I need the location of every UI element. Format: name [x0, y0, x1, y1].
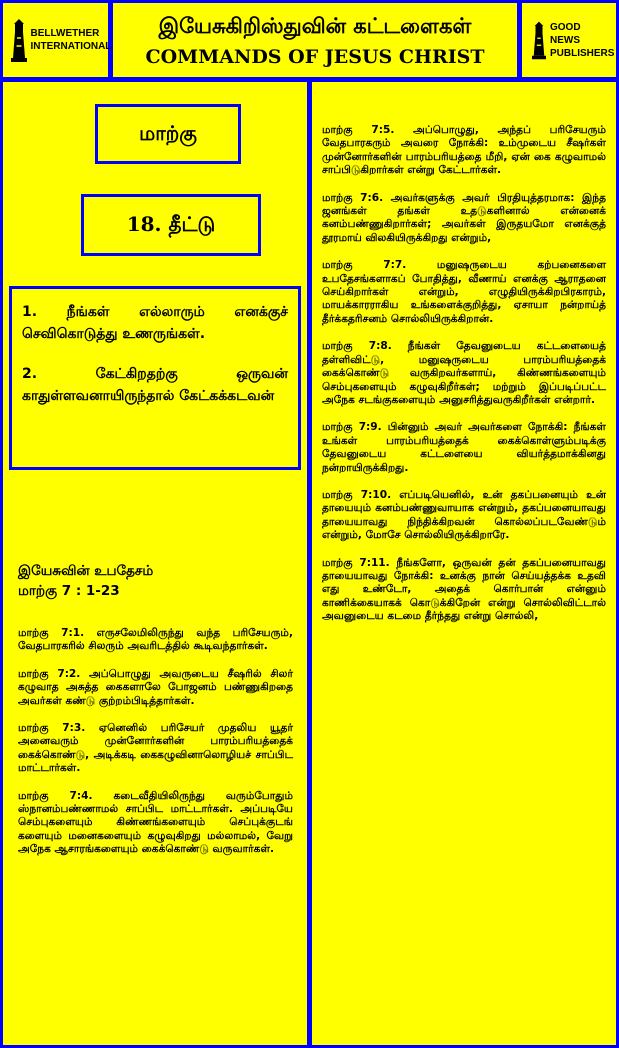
- teaching-ref: மாற்கு 7 : 1-23: [18, 583, 120, 599]
- left-column: [3, 82, 307, 1045]
- passage-7-2: மாற்கு 7:2. அப்பொழுது அவருடைய சீஷரில் சிலர் கழுவாத அசுத்த கைகளாலே போஜனம் பண்ணுகிறதை அவர்கள் கண்டு குற்றம்பிடித்தார்கள்.: [18, 667, 293, 707]
- header-title: [113, 3, 517, 77]
- lighthouse-icon: [532, 19, 546, 61]
- passage-7-8: மாற்கு 7:8. நீங்கள் தேவனுடைய கட்டளையைத் தள்ளிவிட்டு, மனுஷருடைய பாரம்பரியத்தைக் கைக்கொண்டு வருகிறவர்களாய், கிண்ணங்களையும் செம்புகளையும் கழுவுகிறீர்கள்; மற்றும் இப்படிப்பட்ட அநேக சடங்குகளையும் அனுசரித்துவருகிறீர்கள் என்றார்.: [322, 340, 606, 406]
- right-logo: [522, 3, 616, 77]
- passage-7-1: மாற்கு 7:1. எருசலேமிலிருந்து வந்த பரிசேயரும், வேதபாரகரில் சிலரும் அவரிடத்தில் கூடிவந்தார்கள்.: [18, 627, 293, 653]
- passage-7-5: மாற்கு 7:5. அப்பொழுது, அந்தப் பரிசேயரும் வேதபாரகரும் அவரை நோக்கி: உம்முடைய சீஷர்கள் முன்னோர்களின் பாரம்பரியத்தை மீறி, ஏன் கை கழுவாமல் சாப்பிடுகிறார்கள் என்று கேட்டார்கள்.: [322, 124, 606, 177]
- command-2: 2. கேட்கிறதற்கு ஒருவன் காதுள்ளவனாயிருந்தால் கேட்கக்கடவன்: [22, 366, 288, 404]
- passage-7-7: மாற்கு 7:7. மனுஷருடைய கற்பனைகளை உபதேசங்களாகப் போதித்து, வீணாய் எனக்கு ஆராதனை செய்கிறார்கள் என்றும், எழுதியிருக்கிறபிரகாரம், மாயக்காரராகிய உங்களைக்குறித்து, ஏசாயா நன்றாய்த் தீர்க்கதரிசனம் சொல்லியிருக்கிறான்.: [322, 259, 606, 325]
- title-english: COMMANDS OF JESUS CHRIST: [145, 46, 485, 68]
- left-logo-text: BELLWETHER INTERNATIONAL: [30, 28, 112, 52]
- passage-7-3: மாற்கு 7:3. ஏனெனில் பரிசேயர் முதலிய யூதர் அனைவரும் முன்னோர்களின் பாரம்பரியத்தைக் கைக்கொண்டு, அடிக்கடி கைகழுவினாலொழியச் சாப்பிட மாட்டார்கள்.: [18, 722, 293, 775]
- teaching-title: இயேசுவின் உபதேசம்: [18, 563, 154, 579]
- right-column: [312, 82, 616, 1045]
- passage-7-10: மாற்கு 7:10. எப்படியெனில், உன் தகப்பனையும் உன் தாயையும் கனம்பண்ணுவாயாக என்றும், தகப்பனையாவது தாயையாவது நிந்திக்கிறவன் கொல்லப்படவேண்டும் என்றும், மோசே சொல்லியிருக்கிறாரே.: [322, 488, 606, 542]
- lighthouse-icon: [11, 18, 27, 62]
- right-logo-text: GOOD NEWS PUBLISHERS: [550, 21, 615, 59]
- commands-box: [9, 286, 301, 470]
- left-passages: [18, 627, 293, 871]
- title-tamil: இயேசுகிறிஸ்துவின் கட்டளைகள்: [158, 13, 472, 38]
- left-logo: [3, 3, 112, 77]
- passage-7-9: மாற்கு 7:9. பின்னும் அவர் அவர்களை நோக்கி: நீங்கள் உங்கள் பாரம்பரியத்தைக் கைக்கொள்ளும்படிக்கு தேவனுடைய கட்டளையை வியர்த்தமாக்கினது நன்றாயிருக்கிறது.: [322, 421, 606, 474]
- passage-7-4: மாற்கு 7:4. கடைவீதியிலிருந்து வரும்போதும் ஸ்நானம்பண்ணாமல் சாப்பிட மாட்டார்கள். அப்படியே செம்புகளையும் கிண்ணங்களையும் செப்புக்குடங் களையும் மனைகளையும் கழுவுகிறது மல்லாமல், வேறு அநேக ஆசாரங்களையும் கைக்கொண்டு வருவார்கள்.: [18, 789, 293, 856]
- book-box: மாற்கு: [95, 104, 241, 164]
- passage-7-11: மாற்கு 7:11. நீங்களோ, ஒருவன் தன் தகப்பனையாவது தாயையாவது நோக்கி: உனக்கு நான் செய்யத்தக்க உதவி எது உண்டோ, அதைக் கொர்பான் என்னும் காணிக்கையாகக் கொடுக்கிறேன் என்று சொல்லிவிட்டால் அவனுடைய கடமை தீர்ந்தது என்று சொல்லி,: [322, 556, 606, 623]
- passage-7-6: மாற்கு 7:6. அவர்களுக்கு அவர் பிரதியுத்தரமாக: இந்த ஜனங்கள் தங்கள் உதடுகளினால் என்னைக் கனம்பண்ணுகிறார்கள்; அவர்கள் இருதயமோ எனக்குத் தூரமாய் விலகியிருக்கிறது என்றும்,: [322, 191, 606, 244]
- right-passages: [322, 124, 606, 638]
- command-1: 1. நீங்கள் எல்லாரும் எனக்குச் செவிகொடுத்து உணருங்கள்.: [22, 304, 288, 342]
- chapter-box: 18. தீட்டு: [81, 194, 261, 256]
